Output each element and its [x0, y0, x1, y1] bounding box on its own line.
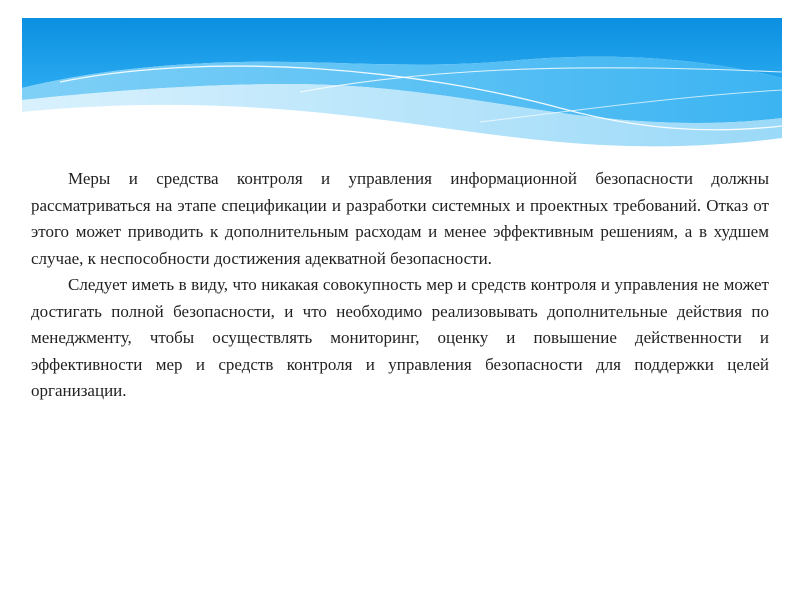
paragraph-2: Следует иметь в виду, что никакая совокупность мер и средств контроля и управления не может достигать полной безопасности, и что необходимо реализовывать дополнительные действия по менеджменту, чтобы осуществлять мониторинг, оценку и повышение действенности и эффективности мер и средств контроля и управления безопасности для поддержки целей организации.	[31, 275, 769, 400]
paragraph-1: Меры и средства контроля и управления информационной безопасности должны рассматриваться на этапе спецификации и разработки системных и проектных требований. Отказ от этого может приводить к дополнительным расходам и менее эффективным решениям, а в худшем случае, к неспособности достижения адекватной безопасности.	[31, 169, 769, 268]
wave-banner	[0, 0, 800, 160]
slide-body	[31, 166, 769, 405]
